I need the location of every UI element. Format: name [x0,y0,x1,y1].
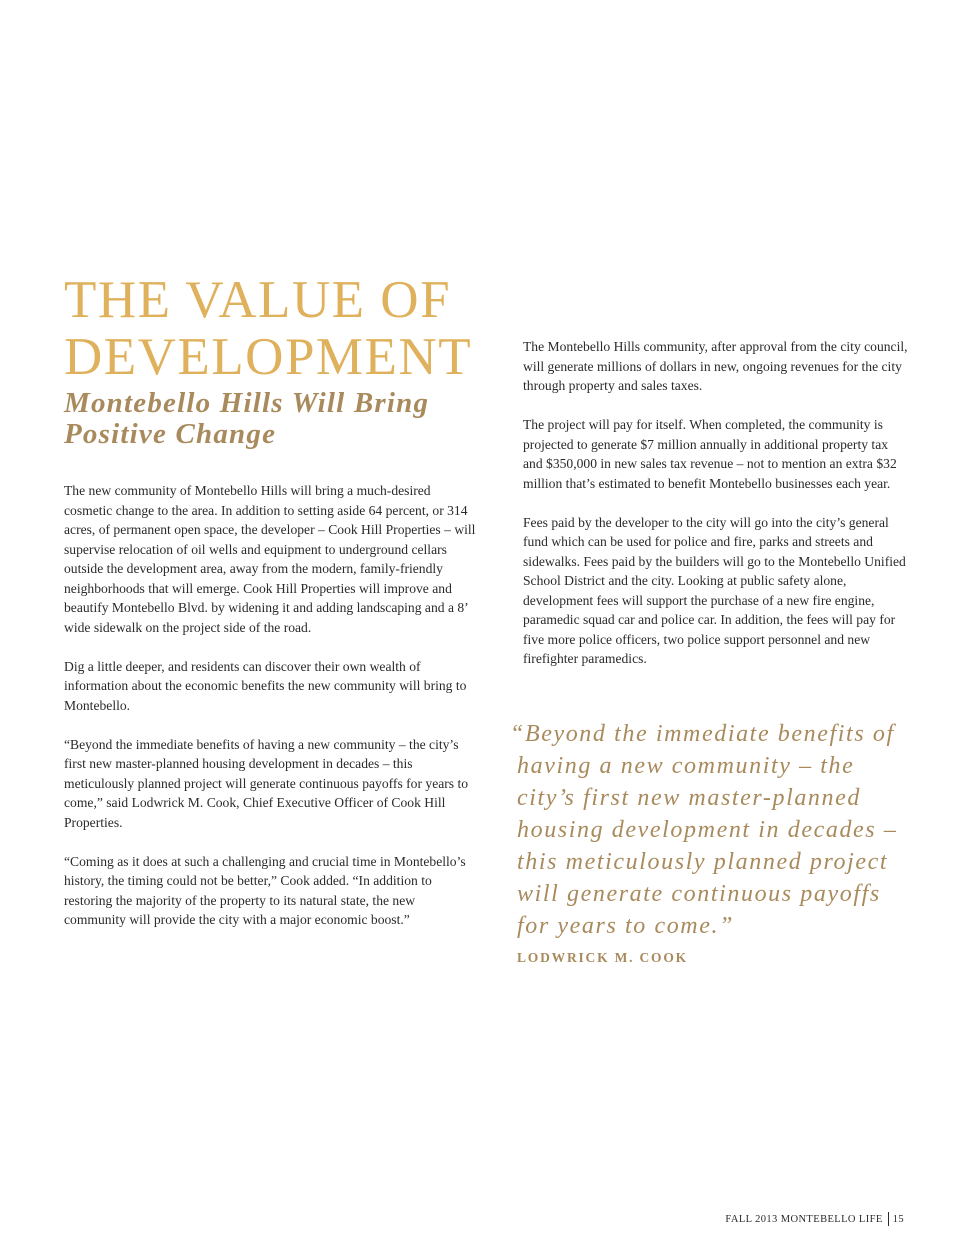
footer-magazine-name: MONTEBELLO LIFE [780,1213,883,1225]
body-paragraph: Fees paid by the developer to the city will go into the city’s general fund which can be used for police and fire, parks and streets and sidewalks. Fees paid by the builders will go to the Montebello Unified School District and the city. Looking at public safety alone, development fees will support the purchase of a new fire engine, paramedic squad car and police car. In addition, the fees will pay for five more police officers, two police support personnel and new firefighter paramedics. [523,514,906,666]
body-paragraph: The Montebello Hills community, after approval from the city council, will generate millions of dollars in new, ongoing revenues for the city through property and sales taxes. [523,339,908,393]
subhead-line-2: Positive Change [64,418,277,450]
pull-quote-line: for years to come.” [517,913,735,939]
headline-line-2: DEVELOPMENT [64,328,473,386]
body-paragraph: The project will pay for itself. When completed, the community is projected to generate $7 million annually in additional property tax and $350,000 in new sales tax revenue – not to mention an extra $32 million that’s estimated to benefit Montebello businesses each year. [523,417,897,491]
subhead-line-1: Montebello Hills Will Bring [64,387,430,419]
page-footer [725,1212,904,1226]
body-paragraph: “Beyond the immediate benefits of having a new community – the city’s first new master-planned housing development in decades – this meticulously planned project will generate continuous payoffs for years to come,” said Lodwrick M. Cook, Chief Executive Officer of Cook Hill Properties. [64,736,469,830]
article-subhead [64,388,504,450]
page-number: 15 [892,1213,904,1225]
footer-divider [888,1212,889,1226]
left-text-column [64,481,476,930]
body-paragraph: Dig a little deeper, and residents can discover their own wealth of information about the economic benefits the new community will bring to Montebello. [64,658,467,713]
pull-quote-line: having a new community – the [517,753,855,779]
body-paragraph: The new community of Montebello Hills will bring a much-desired cosmetic change to the area. In addition to setting aside 64 percent, or 314 acres, of permanent open space, the developer – Cook Hill Properties – will supervise relocation of oil wells and equipment to underground cellars outside the development area, away from the modern, family-friendly neighborhoods that will emerge. Cook Hill Properties will improve and beautify Montebello Blvd. by widening it and adding landscaping and a 8’ wide sidewalk on the project side of the road. [64,483,476,635]
pull-quote-line: will generate continuous payoffs [517,881,881,907]
body-paragraph: “Coming as it does at such a challenging and crucial time in Montebello’s history, the timing could not be better,” Cook added. “In addition to restoring the majority of the property to its natural state, the new community will provide the city with a major economic boost.” [64,853,466,927]
pull-quote-line: this meticulously planned project [517,849,889,875]
pull-quote-line: “Beyond the immediate benefits of [510,721,895,747]
pull-quote-line: city’s first new master-planned [517,785,861,811]
article-headline [64,272,504,386]
pull-quote-line: housing development in decades – [517,817,898,843]
right-text-column [523,337,908,669]
pull-quote [510,718,910,942]
footer-issue: FALL 2013 [725,1213,778,1225]
pull-quote-attribution: LODWRICK M. COOK [517,950,688,965]
headline-line-1: THE VALUE OF [64,271,452,329]
